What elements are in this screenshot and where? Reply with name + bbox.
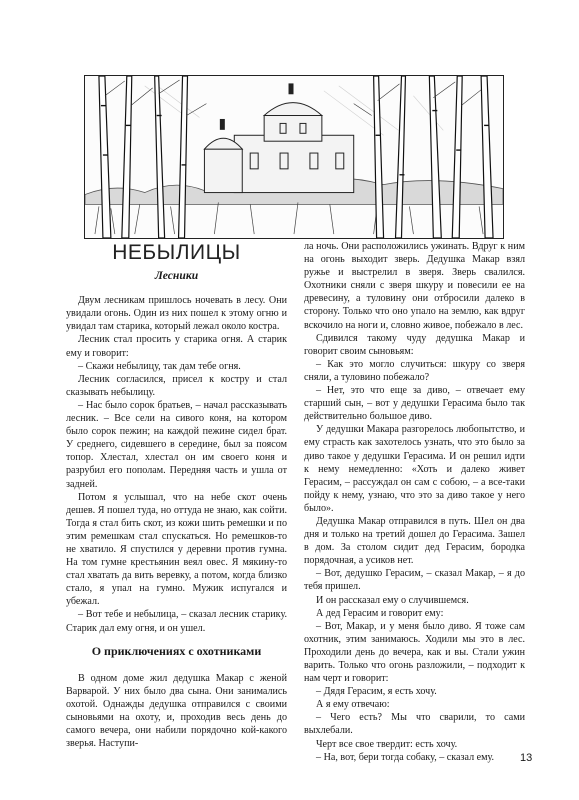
paragraph: – Вот, Макар, и у меня было диво. Я тоже сам охотник, этим занимаюсь. Ходили мы это в лес. Проходили день до вечера, как и вы. Стали ужин варить. Только что огонь разложили, – подходит к нам черт и говорит:	[304, 620, 525, 685]
paragraph-continued: ла ночь. Они расположились ужинать. Вдруг к ним на огонь выходит зверь. Дедушка Макар взял ружье и выстрелил в зверя. Зверь свалился. Охотники сняли с зверя шкуру и повесили ее на древесину, а туловину они отбросили далеко в сторону. Только что оно упало на землю, как вдруг вскочило на ноги и, словно живое, побежало в лес.	[304, 241, 525, 331]
page-title: НЕБЫЛИЦЫ	[112, 241, 241, 264]
paragraph: Дедушка Макар отправился в путь. Шел он два дня и только на третий дошел до Герасима. Зашел в дом. За столом сидит дед Герасим, бородка порядочная, а усиков нет.	[304, 515, 525, 567]
paragraph: Двум лесникам пришлось ночевать в лесу. Они увидали огонь. Один из них пошел к этому огню и увидал там старика, который лежал около костра.	[66, 295, 287, 333]
paragraph: В одном доме жил дедушка Макар с женой Варварой. У них было два сына. Они занимались охотой. Однажды дедушка отправился с своими сыновьями на охоту, и, проходив весь день до самого вечера, они набили порядочно кой-какого зверья. Наступи-	[66, 672, 287, 750]
paragraph: Сдивился такому чуду дедушка Макар и говорит своим сыновьям:	[304, 332, 525, 357]
paragraph: Лесник стал просить у старика огня. А старик ему и говорит:	[66, 334, 287, 359]
paragraph: А я ему отвечаю:	[316, 699, 390, 711]
paragraph: Лесник согласился, присел к костру и стал сказывать небылицу.	[66, 373, 287, 398]
paragraph: – Нет, это что еще за диво, – отвечает ему старший сын, – вот у дедушки Герасима было так действительно большое диво.	[304, 385, 525, 423]
section-heading-hunters: О приключениях с охотниками	[91, 643, 262, 658]
right-column	[304, 240, 525, 764]
paragraph: Черт все свое твердит: есть хочу.	[316, 738, 458, 750]
left-column	[66, 241, 287, 750]
paragraph: А дед Герасим и говорит ему:	[316, 607, 444, 619]
paragraph: И он рассказал ему о случившемся.	[316, 594, 469, 606]
paragraph: – На, вот, бери тогда собаку, – сказал ему.	[316, 751, 495, 763]
paragraph: У дедушки Макара разгорелось любопытство, и ему страсть как захотелось узнать, что это было за диво такое у дедушки Герасима. И он решил идти к нему немедленно: «Хоть и далеко живет Герасим, – рассуждал он сам с собою, – а все-таки пойду к нему, узнаю, что это за диво такое у него было».	[304, 424, 525, 514]
section-heading-lesniki: Лесники	[154, 269, 199, 283]
paragraph: – Как это могло случиться: шкуру со зверя сняли, а туловино побежало?	[304, 358, 525, 383]
page-number: 13	[520, 752, 533, 764]
paragraph: – Нас было сорок братьев, – начал рассказывать лесник. – Все сели на сивого коня, на котором было сорок пежин; на каждой пежине сидел брат. У среднего, сидевшего в середине, был за поясом топор. Хлестал, хлестал он им своего коня и разрубил его пополам. Передняя часть и ушла от задней.	[66, 399, 287, 490]
paragraph: Потом я услышал, что на небе скот очень дешев. Я пошел туда, но оттуда не знаю, как сойти. Тогда я стал бить скот, из кожи шить ремешки и по этим ремешкам стал спускаться. Но ремешков-то не хватило. Я спустился у деревни против гумна. На том гумне крестьянин веял овес. Я мякину-то стал хватать да вить веревку, а потом, когда близко стало, я упал на гумно. Мужик испугался и убежал.	[66, 491, 287, 608]
paragraph: – Скажи небылицу, так дам тебе огня.	[78, 360, 241, 372]
paragraph: – Дядя Герасим, я есть хочу.	[316, 686, 437, 698]
paragraph: – Вот тебе и небылица, – сказал лесник старику. Старик дал ему огня, и он ушел.	[66, 609, 287, 634]
church-in-birch-forest-icon	[85, 76, 503, 238]
paragraph: – Вот, дедушко Герасим, – сказал Макар, – я до тебя пришел.	[304, 568, 525, 593]
paragraph: – Чего есть? Мы что сварили, то сами выхлебали.	[304, 712, 525, 737]
church-forest-illustration	[84, 75, 504, 239]
